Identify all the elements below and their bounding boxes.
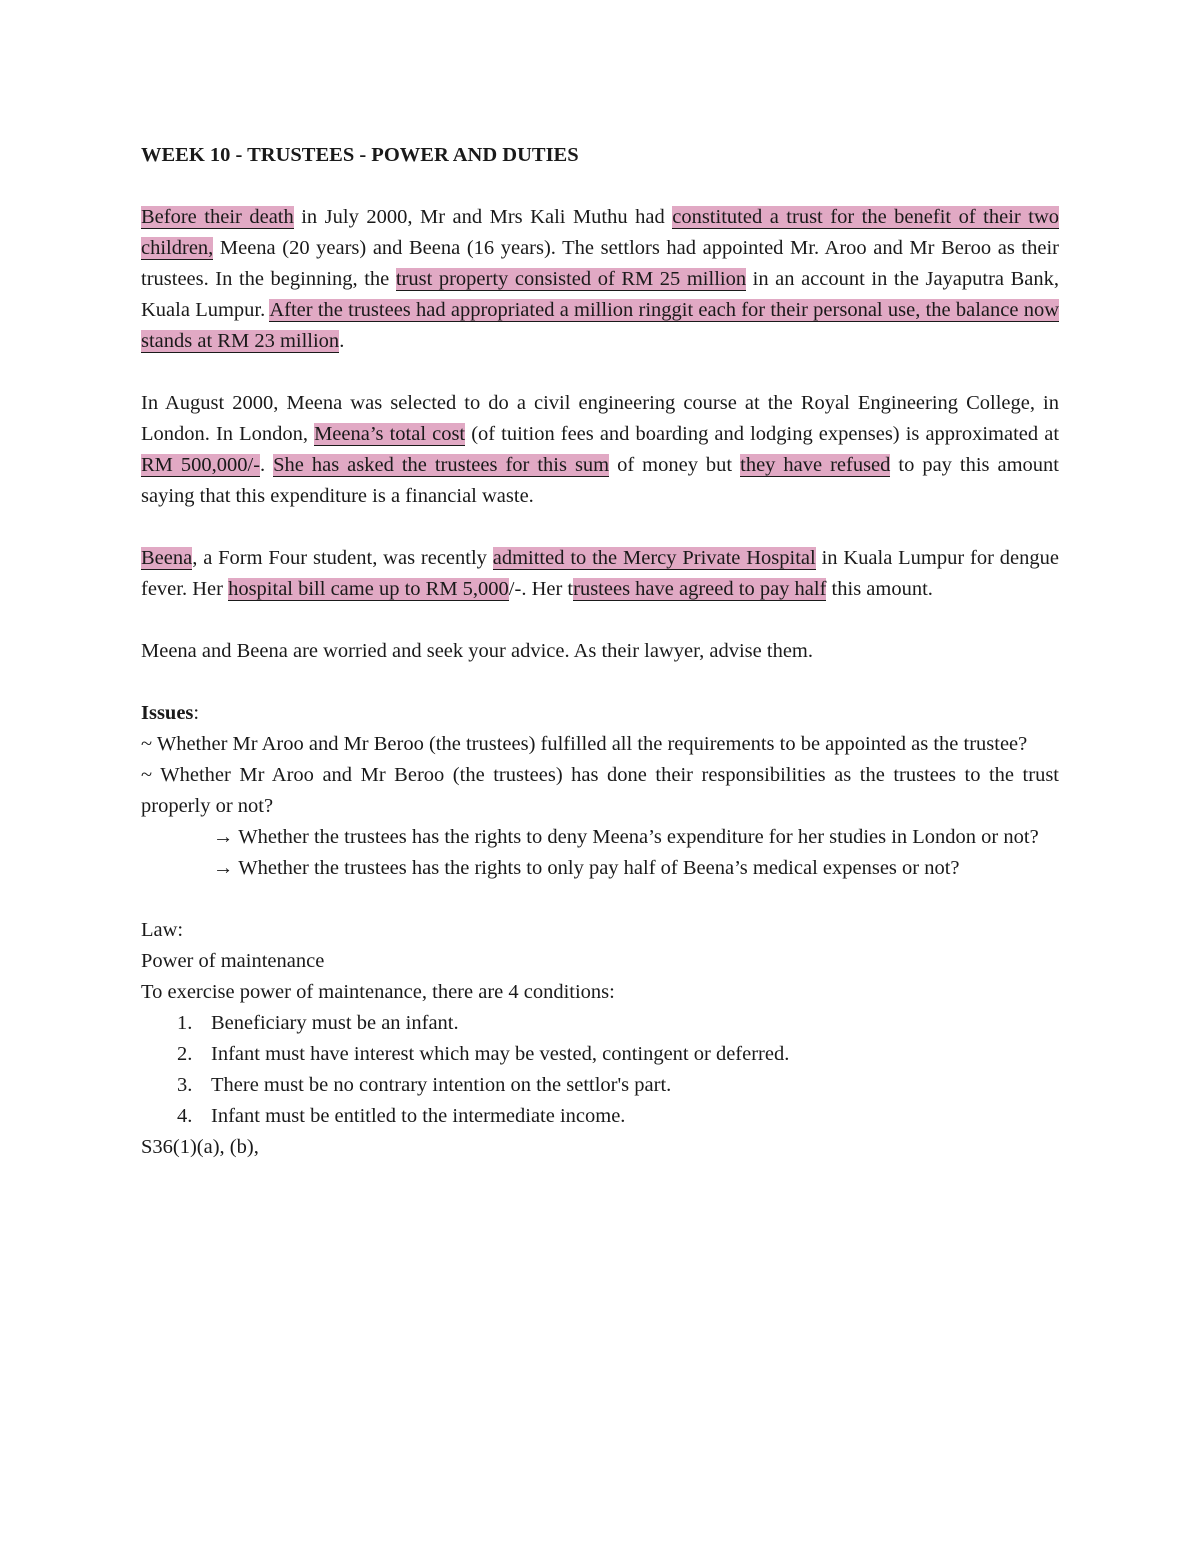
highlight: She has asked the trustees for this sum (273, 454, 610, 476)
highlight: they have refused (740, 454, 891, 476)
facts-paragraph-3 (141, 543, 1059, 605)
highlight: Beena (141, 547, 193, 569)
document-page (141, 140, 1059, 1163)
list-number: 3. (177, 1074, 193, 1096)
conditions-list (141, 1008, 1059, 1132)
text-run: . (339, 330, 345, 352)
issue-item: ~ Whether Mr Aroo and Mr Beroo (the trustees) fulfilled all the requirements to be appointed as the trustee? (141, 733, 1028, 755)
issues-heading (141, 698, 1059, 729)
highlight: After the trustees had appropriated a million ringgit each for their personal use, the balance now stands at RM 23 million (141, 299, 1059, 352)
list-number: 4. (177, 1105, 193, 1127)
text-run: this amount. (826, 578, 933, 600)
text-run: in July 2000, Mr and Mrs Kali Muthu had (293, 206, 673, 228)
text-run: in an account in the Jayaputra Bank, Kuala Lumpur. (141, 268, 1059, 321)
list-text: Infant must be entitled to the intermediate income. (211, 1105, 626, 1127)
issues-section (141, 698, 1059, 884)
section-reference: S36(1)(a), (b), (141, 1136, 259, 1158)
list-item (141, 1008, 1059, 1039)
text-run: , a Form Four student, was recently (192, 547, 493, 569)
text-run: /-. Her t (508, 578, 574, 600)
highlight: Before their death (141, 206, 294, 228)
highlight: trust property consisted of RM 25 million (395, 268, 747, 290)
list-item (141, 1070, 1059, 1101)
list-number: 1. (177, 1012, 193, 1034)
highlight: Meena’s total cost (314, 423, 466, 445)
sub-issue-item: → Whether the trustees has the rights to only pay half of Beena’s medical expenses or not? (213, 857, 960, 879)
law-label: Law: (141, 919, 184, 941)
list-text: Infant must have interest which may be vested, contingent or deferred. (211, 1043, 790, 1065)
question-paragraph: Meena and Beena are worried and seek your advice. As their lawyer, advise them. (141, 640, 813, 662)
highlight: RM 500,000/- (141, 454, 261, 476)
list-number: 2. (177, 1043, 193, 1065)
law-intro: To exercise power of maintenance, there are 4 conditions: (141, 981, 615, 1003)
highlight: constituted a trust for the benefit of their two children, (141, 206, 1059, 259)
list-text: Beneficiary must be an infant. (211, 1012, 459, 1034)
sub-issue-item: → Whether the trustees has the rights to deny Meena’s expenditure for her studies in London or not? (213, 826, 1039, 848)
text-run: in Kuala Lumpur for dengue fever. Her (141, 547, 1059, 600)
text-run: to pay this amount saying that this expenditure is a financial waste. (141, 454, 1059, 507)
highlight: hospital bill came up to RM 5,000 (228, 578, 509, 600)
issues-label: Issues (141, 702, 194, 724)
highlight: rustees have agreed to pay half (573, 578, 827, 600)
facts-paragraph-2 (141, 388, 1059, 512)
page-title: WEEK 10 - TRUSTEES - POWER AND DUTIES (141, 144, 579, 166)
list-text: There must be no contrary intention on the settlor's part. (211, 1074, 672, 1096)
law-heading: Power of maintenance (141, 950, 325, 972)
issues-colon: : (193, 702, 200, 724)
spacer (141, 884, 1059, 915)
facts-paragraph-1 (141, 202, 1059, 357)
list-item (141, 1101, 1059, 1132)
issue-item: ~ Whether Mr Aroo and Mr Beroo (the trustees) has done their responsibilities as the trustees to the trust properly or not? (141, 764, 1059, 817)
list-item (141, 1039, 1059, 1070)
text-run: Meena (20 years) and Beena (16 years). The settlors had appointed Mr. Aroo and Mr Beroo as their trustees. In the beginning, the (141, 237, 1059, 290)
text-run: of money but (609, 454, 741, 476)
law-section (141, 915, 1059, 1163)
text-run: In August 2000, Meena was selected to do a civil engineering course at the Royal Engineering College, in London. In London, (141, 392, 1059, 445)
text-run: . (260, 454, 274, 476)
highlight: admitted to the Mercy Private Hospital (492, 547, 816, 569)
text-run: (of tuition fees and boarding and lodging expenses) is approximated at (465, 423, 1060, 445)
